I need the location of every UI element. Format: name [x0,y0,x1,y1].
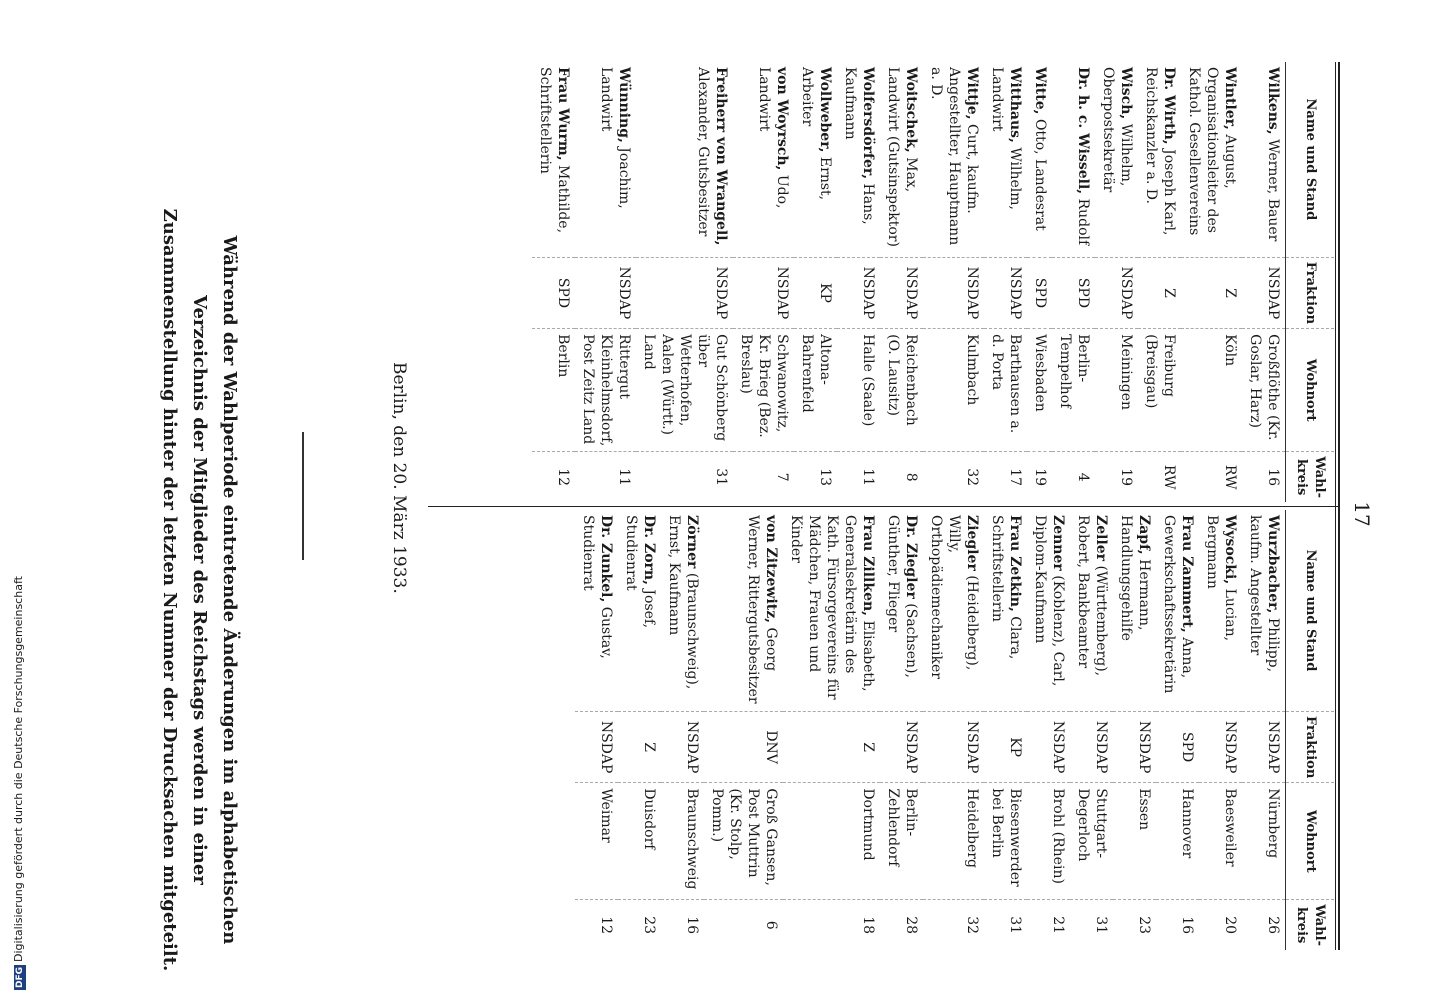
cell-wohnort: Hannover [1156,783,1199,900]
member-name: Frau Wurm, [555,67,571,161]
member-stand: Werner, Bauer [1265,134,1281,242]
cell-name-stand [984,62,1027,257]
cell-fraktion: NSDAP [923,711,984,782]
left-column [532,62,1334,502]
cell-fraktion: SPD [532,257,575,328]
cell-fraktion: Z [1138,257,1181,328]
table-row [1242,62,1286,502]
cell-fraktion: NSDAP [1242,711,1286,782]
table-row [984,510,1027,950]
member-stand: Udo, Landwirt [756,67,790,209]
cell-name-stand [618,510,661,711]
member-name: Dr. Zorn, [641,515,657,585]
member-name: Wilkens, [1265,67,1281,135]
cell-name-stand [984,510,1027,711]
member-name: Wisch, [1118,67,1134,120]
cell-wohnort: Nürnberg [1242,783,1286,900]
cell-name-stand [837,62,880,257]
member-name: Zenner [1050,515,1066,571]
cell-wahlkreis: 11 [837,452,880,502]
table-row [880,62,923,502]
cell-fraktion: NSDAP [1242,257,1286,328]
table-body-right [575,510,1286,950]
member-name: Wittje, [964,67,980,120]
cell-name-stand [1052,62,1095,257]
cell-wohnort: Duisdorf [618,783,661,900]
cell-wohnort: Rittergut Kleinhelmsdorf, Post Zeitz Land [575,329,636,452]
member-stand: Curt, kaufm. Angestellter, Hauptmann a. D. [928,67,980,246]
cell-name-stand [1095,62,1138,257]
cell-name-stand [1242,62,1286,257]
cell-name-stand [923,62,984,257]
cell-wohnort: Essen [1113,783,1156,900]
header-wahlkreis: Wahl-kreis [1286,452,1335,502]
member-stand: Hans, Kaufmann [842,67,876,225]
cell-wohnort: Dortmund [783,783,880,900]
cell-fraktion: NSDAP [1199,711,1242,782]
cell-name-stand [704,510,783,711]
member-stand: Clara, Schriftstellerin [989,515,1023,660]
cell-name-stand [1027,62,1052,257]
cell-name-stand [636,62,733,257]
cell-wahlkreis: 11 [575,452,636,502]
cell-fraktion: SPD [1027,257,1052,328]
table-row [794,62,837,502]
cell-name-stand [794,62,837,257]
member-stand: Philipp, kaufm. Angestellter [1247,515,1281,673]
cell-wohnort: Kulmbach [923,329,984,452]
member-name: Zörner [684,515,700,569]
table-row [618,510,661,950]
cell-name-stand [733,62,794,257]
table-row [636,62,733,502]
member-stand: Wilhelm, Oberpostsekretär [1100,67,1134,193]
cell-name-stand [1070,510,1113,711]
table-row [984,62,1027,502]
member-name: Dr. Zunkel, [598,515,614,603]
member-name: Wysocki, [1222,515,1238,585]
dfg-logo: DFG [15,966,25,988]
cell-fraktion: NSDAP [661,711,704,782]
cell-wohnort: Brohl (Rhein) [1027,783,1070,900]
cell-wohnort: Schwanowitz, Kr. Brieg (Bez. Breslau) [733,329,794,452]
table-row [1052,62,1095,502]
cell-fraktion: NSDAP [880,711,923,782]
table-row [704,510,783,950]
table-row [532,62,575,502]
member-name: Zapf, [1136,515,1152,555]
cell-wahlkreis: 31 [984,900,1027,950]
cell-wohnort: Freiburg (Breisgau) [1138,329,1181,452]
cell-wahlkreis: RW [1181,452,1242,502]
cell-name-stand [575,510,618,711]
member-name: Wünning, [616,67,632,143]
cell-name-stand [1138,62,1181,257]
member-stand: Otto, Landesrat [1032,114,1048,231]
cell-fraktion: Z [618,711,661,782]
header-name: Name und Stand [1286,62,1335,257]
member-stand: (Braunschweig), Ernst, Kaufmann [666,515,700,690]
cell-wohnort: Großflöthe (Kr. Goslar, Harz) [1242,329,1286,452]
header-wahlkreis: Wahl-kreis [1286,900,1335,950]
member-stand: (Sachsen), Günther, Flieger [885,515,919,678]
cell-fraktion: NSDAP [636,257,733,328]
member-stand: Josef, Studienrat [623,515,657,629]
member-name: Wurzbacher, [1265,515,1281,614]
member-name: von Zitzewitz, [763,515,779,624]
member-stand: Alexander, Gutsbesitzer [695,67,711,237]
member-stand: (Koblenz), Carl, Diplom-Kaufmann [1032,515,1066,687]
member-stand: Max, Landwirt (Gutsinspektor) [885,67,919,247]
cell-wahlkreis: 12 [532,452,575,502]
cell-fraktion: NSDAP [923,257,984,328]
cell-wahlkreis: 20 [1199,900,1242,950]
cell-wahlkreis: RW [1138,452,1181,502]
top-rule [1338,62,1340,950]
member-table-left [532,62,1334,502]
member-stand: Joachim, Landwirt [598,67,632,209]
cell-wohnort: Stuttgart-Degerloch [1070,783,1113,900]
table-row [923,62,984,502]
cell-wahlkreis: 19 [1095,452,1138,502]
cell-name-stand [880,510,923,711]
table-row [880,510,923,950]
cell-wohnort: Biesenwerder bei Berlin [984,783,1027,900]
page-number: 17 [1350,501,1374,527]
header-wohnort: Wohnort [1286,329,1335,452]
cell-wohnort: Baesweiler [1199,783,1242,900]
cell-wahlkreis: 8 [880,452,923,502]
cell-wahlkreis: 23 [618,900,661,950]
table-header-row [1286,510,1335,950]
cell-name-stand [532,62,575,257]
cell-fraktion: SPD [1156,711,1199,782]
table-row [1199,510,1242,950]
member-stand: Lucian, Bergmann [1204,515,1238,642]
cell-wahlkreis: 16 [661,900,704,950]
cell-wohnort: Wiesbaden [1027,329,1052,452]
table-row [1181,62,1242,502]
cell-wohnort: Gut Schönberg über Wetterhofen, Aalen (Württ.) Land [636,329,733,452]
cell-wahlkreis: 23 [1113,900,1156,950]
member-name: Wintler, [1222,67,1238,130]
cell-wahlkreis: 13 [794,452,837,502]
cell-wahlkreis: 12 [575,900,618,950]
cell-wahlkreis: 18 [783,900,880,950]
table-row [1113,510,1156,950]
table-row [837,62,880,502]
cell-fraktion: NSDAP [575,711,618,782]
member-name: Wollweber, [817,67,833,153]
cell-wohnort: Heidelberg [923,783,984,900]
cell-fraktion: NSDAP [1113,711,1156,782]
cell-wohnort: Köln [1181,329,1242,452]
cell-wohnort: Groß Gansen, Post Muttrin (Kr. Stolp, Pomm.) [704,783,783,900]
cell-name-stand [1027,510,1070,711]
member-name: Dr. Ziegler [903,515,919,599]
cell-wohnort: Berlin-Zehlendorf [880,783,923,900]
member-name: Frau Zillken, [860,515,876,617]
member-name: Woitschek, [903,67,919,153]
cell-name-stand [1113,510,1156,711]
table-row [1095,62,1138,502]
cell-name-stand [1156,510,1199,711]
cell-wahlkreis: 32 [923,900,984,950]
member-table-right [575,510,1334,950]
member-stand: Ernst, Arbeiter [799,67,833,201]
cell-fraktion: NSDAP [575,257,636,328]
table-row [1156,510,1199,950]
header-fraktion: Fraktion [1286,711,1335,782]
cell-wahlkreis: 6 [704,900,783,950]
member-stand: (Heidelberg), Willy, Orthopädiemechaniker [928,515,980,679]
cell-name-stand [661,510,704,711]
cell-fraktion: NSDAP [880,257,923,328]
cell-wohnort: Reichenbach (O. Lausitz) [880,329,923,452]
member-name: Ziegler [964,515,980,571]
cell-fraktion: NSDAP [1070,711,1113,782]
table-row [575,62,636,502]
cell-fraktion: NSDAP [1095,257,1138,328]
table-row [1027,510,1070,950]
cell-name-stand [1199,510,1242,711]
member-name: Wolfersdörfer, [860,67,876,180]
member-name: Dr. h. c. Wissell, [1075,67,1091,195]
cell-wahlkreis: 4 [1052,452,1095,502]
cell-wohnort: Barthausen a. d. Porta [984,329,1027,452]
cell-wohnort: Halle (Saale) [837,329,880,452]
separator-rule [302,432,304,560]
cell-fraktion: NSDAP [837,257,880,328]
cell-wahlkreis: 17 [984,452,1027,502]
credit-line [12,390,26,990]
table-row [783,510,880,950]
table-row [1242,510,1286,950]
member-stand: Gustav, Studienrat [580,515,614,659]
table-header-row [1286,62,1335,502]
table-row [575,510,618,950]
right-column [575,510,1334,950]
cell-fraktion: Z [1181,257,1242,328]
member-name: Dr. Wirth, [1161,67,1177,145]
closing-date: Berlin, den 20. März 1933. [389,362,409,594]
cell-wohnort: Weimar [575,783,618,900]
cell-fraktion: NSDAP [984,257,1027,328]
cell-wahlkreis: 21 [1027,900,1070,950]
cell-wahlkreis: 16 [1242,452,1286,502]
cell-wohnort: Berlin-Tempelhof [1052,329,1095,452]
cell-fraktion: Z [783,711,880,782]
table-row [1138,62,1181,502]
member-stand: (Württemberg), Robert, Bankbeamter [1075,515,1109,677]
table-row [1070,510,1113,950]
member-name: Witthaus, [1007,67,1023,143]
member-name: Witte, [1032,67,1048,115]
cell-name-stand [923,510,984,711]
cell-wahlkreis: 19 [1027,452,1052,502]
header-wohnort: Wohnort [1286,783,1335,900]
member-name: Freiherr von Wrangell, [713,67,729,246]
member-stand: August, Organisationsleiter des Kathol. Gesellenvereins [1186,67,1238,236]
cell-name-stand [880,62,923,257]
center-divider [428,506,1338,507]
member-stand: Hermann, Handlungsgehilfe [1118,515,1152,641]
table-body-left [532,62,1286,502]
member-stand: Anna, Gewerkschaftssekretärin [1161,515,1195,694]
cell-name-stand [783,510,880,711]
cell-wohnort: Berlin [532,329,575,452]
cell-wahlkreis: 31 [1070,900,1113,950]
cell-fraktion: NSDAP [1027,711,1070,782]
cell-wahlkreis: 32 [923,452,984,502]
credit-text: Digitalisierung gefördert durch die Deutsche Forschungsgemeinschaft [12,576,25,962]
cell-name-stand [575,62,636,257]
member-name: Frau Zammert, [1179,515,1195,633]
member-name: Zeller [1093,515,1109,562]
header-name: Name und Stand [1286,510,1335,711]
table-row [1027,62,1052,502]
cell-fraktion: SPD [1052,257,1095,328]
cell-wahlkreis: 31 [636,452,733,502]
member-name: von Woyrsch, [774,67,790,171]
cell-fraktion: KP [794,257,837,328]
member-stand: Georg Werner, Rittergutsbesitzer [745,515,779,704]
cell-wahlkreis: 28 [880,900,923,950]
cell-wohnort: Meiningen [1095,329,1138,452]
member-name: Frau Zetkin, [1007,515,1023,612]
member-stand: Rudolf [1075,194,1091,246]
cell-fraktion: NSDAP [733,257,794,328]
member-stand: Wilhelm, Landwirt [989,67,1023,210]
member-stand: Elisabeth, Generalsekretärin des Kath. Fürsorgevereins für Mädchen, Frauen und Kinder [788,515,876,700]
cell-wahlkreis: 7 [733,452,794,502]
table-row [923,510,984,950]
table-row [661,510,704,950]
table-row [733,62,794,502]
cell-fraktion: KP [984,711,1027,782]
member-stand: Mathilde, Schriftstellerin [537,67,571,234]
cell-wohnort: Braunschweig [661,783,704,900]
cell-fraktion: DNV [704,711,783,782]
member-stand: Joseph Karl, Reichskanzler a. D. [1143,67,1177,236]
cell-name-stand [1242,510,1286,711]
cell-wahlkreis: 16 [1156,900,1199,950]
cell-wohnort: Altona-Bahrenfeld [794,329,837,452]
footnote: Während der Wahlperiode eintretende Änderungen im alphabetischen Verzeichnis der Mitglieder des Reichstags werden in einer Zusammenstellung hinter der letzten Nummer der Drucksachen mitgeteilt. [159,208,240,972]
cell-name-stand [1181,62,1242,257]
header-fraktion: Fraktion [1286,257,1335,328]
cell-wahlkreis: 26 [1242,900,1286,950]
